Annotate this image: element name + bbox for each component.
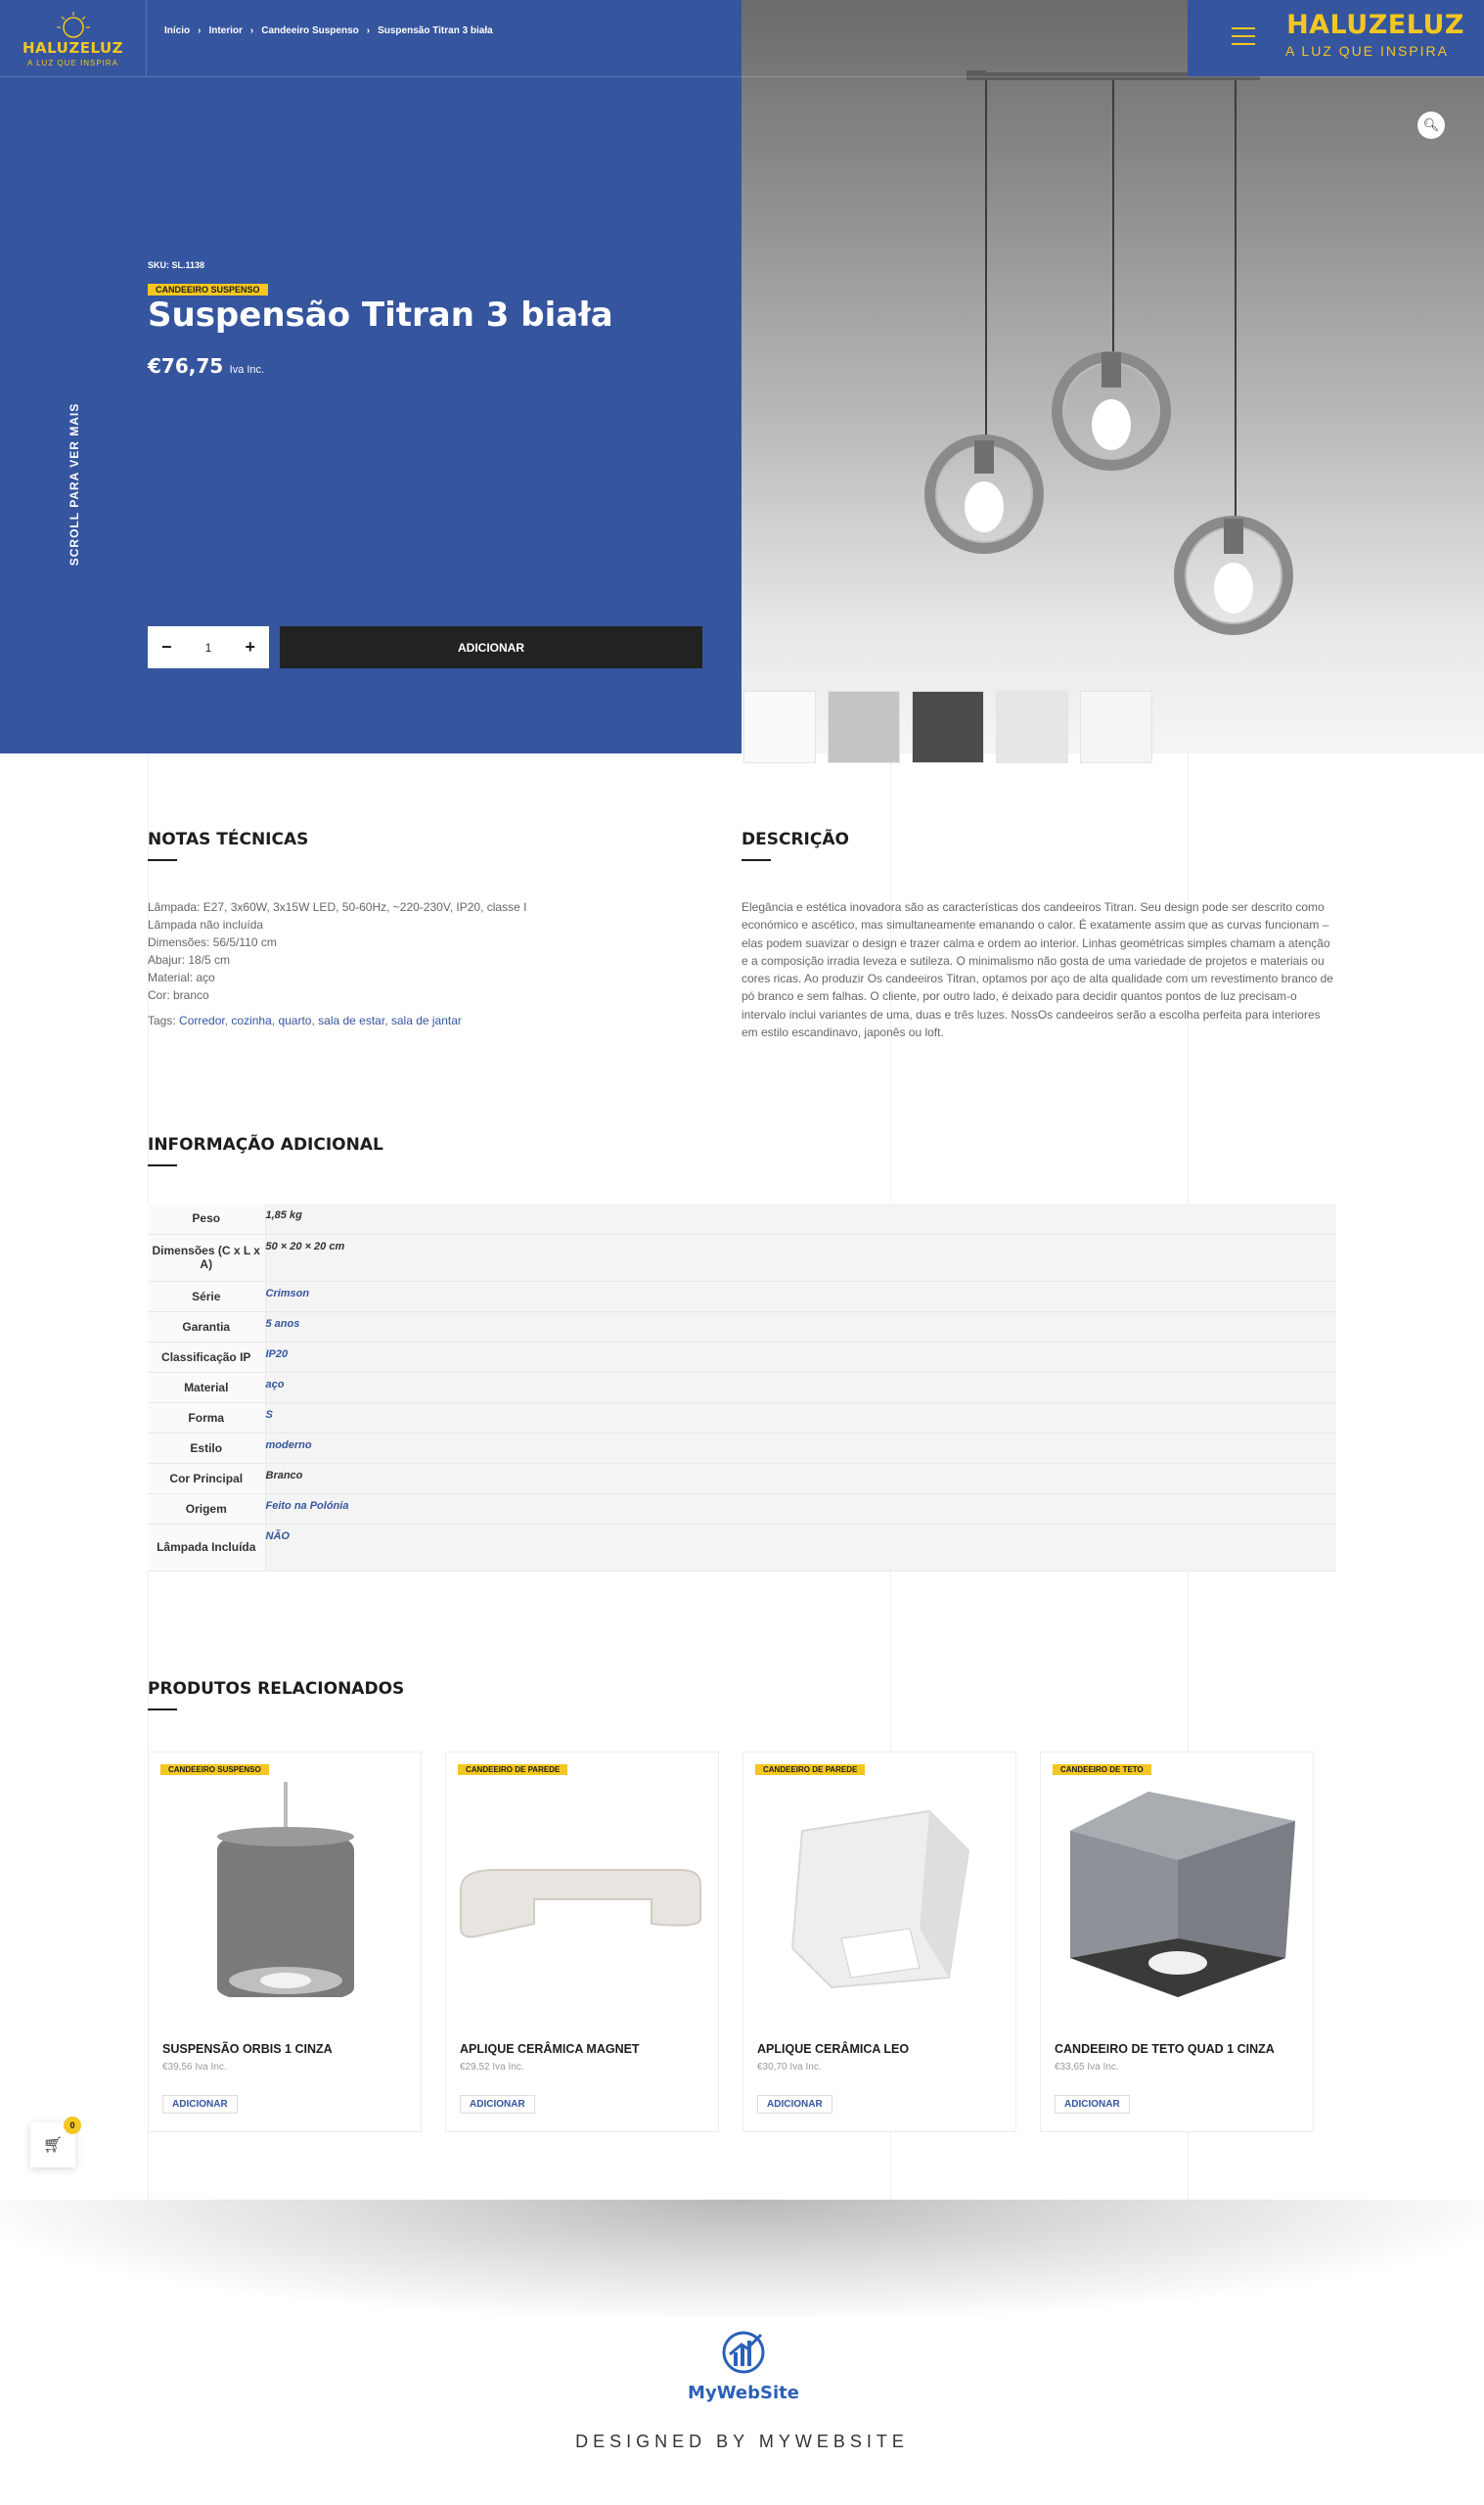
tag-link[interactable]: cozinha bbox=[231, 1014, 272, 1027]
info-key: Forma bbox=[148, 1402, 265, 1433]
tag-link[interactable]: quarto bbox=[278, 1014, 312, 1027]
breadcrumb-current: Suspensão Titran 3 biała bbox=[378, 25, 493, 36]
info-value-link[interactable]: S bbox=[265, 1402, 1336, 1433]
hamburger-icon[interactable] bbox=[1232, 27, 1255, 47]
mywebsite-logo-icon bbox=[718, 2329, 769, 2376]
logo-tagline: A LUZ QUE INSPIRA bbox=[26, 58, 119, 68]
footer-credit: DESIGNED BY MYWEBSITE bbox=[575, 2432, 909, 2451]
info-key: Garantia bbox=[148, 1311, 265, 1342]
card-price-value: €39,56 bbox=[162, 2062, 193, 2072]
card-price bbox=[1055, 2062, 1119, 2072]
site-logo[interactable] bbox=[0, 0, 147, 76]
price-value: €76,75 bbox=[148, 354, 224, 378]
card-price bbox=[757, 2062, 822, 2072]
info-value: 1,85 kg bbox=[265, 1204, 1336, 1234]
technical-notes bbox=[148, 898, 578, 1004]
product-thumbnail[interactable] bbox=[158, 1782, 413, 1997]
card-product-name[interactable]: CANDEEIRO DE TETO QUAD 1 CINZA bbox=[1055, 2042, 1275, 2056]
brand-header bbox=[1188, 0, 1484, 76]
logo-name: HALUZELUZ bbox=[22, 38, 124, 57]
thumbnail-4[interactable] bbox=[996, 691, 1068, 763]
cart-button[interactable] bbox=[30, 2122, 75, 2167]
note-line: Dimensões: 56/5/110 cm bbox=[148, 935, 277, 949]
product-image bbox=[742, 0, 1484, 753]
related-title: PRODUTOS RELACIONADOS bbox=[148, 1679, 405, 1699]
card-product-name[interactable]: APLIQUE CERÂMICA MAGNET bbox=[460, 2042, 640, 2056]
table-row bbox=[148, 1204, 1336, 1234]
chevron-right-icon: › bbox=[249, 25, 254, 36]
description-text: Elegância e estética inovadora são as características dos candeeiros Titran. Seu design pode ser descrito como económico e ascético, mas simultaneamente emanando o calor. É exatamente assim que as curvas funcionam – elas podem suavizar o design e trazer calma e ordem ao interior. Linhas geométricas simples chamam a atenção e a composição irradia leveza e sutileza. O minimalismo não gosta de uma variedade de projetos e materiais ou cores ricas. Ao produzir Os candeeiros Titran, optamos por aço de alta qualidade com um revestimento branco de pó branco e sem falhas. O cliente, por outro lado, é deixado para decidir quantos pontos de luz precisam-o intervalo inclui variantes de uma, duas e três luzes. NossOs candeeiros serão a escolha perfeita para interiores em estilo escandinavo, japonês ou loft. bbox=[742, 900, 1333, 1040]
card-price-value: €30,70 bbox=[757, 2062, 787, 2072]
info-key: Série bbox=[148, 1281, 265, 1311]
info-value-link[interactable]: aço bbox=[265, 1372, 1336, 1402]
footer-logo-name: MyWebSite bbox=[688, 2383, 799, 2403]
quantity-input[interactable]: 1 bbox=[204, 640, 212, 655]
product-card[interactable] bbox=[445, 1752, 719, 2132]
card-add-button[interactable]: ADICIONAR bbox=[757, 2095, 832, 2114]
related-products bbox=[148, 1752, 1314, 2132]
thumbnail-5[interactable] bbox=[1080, 691, 1152, 763]
info-value-link[interactable]: NÃO bbox=[265, 1524, 1336, 1571]
tags-label: Tags: bbox=[148, 1014, 176, 1027]
breadcrumb-interior[interactable]: Interior bbox=[208, 25, 243, 36]
scroll-hint: SCROLL PARA VER MAIS bbox=[67, 402, 81, 567]
info-title: INFORMAÇÃO ADICIONAL bbox=[148, 1135, 383, 1155]
table-row bbox=[148, 1372, 1336, 1402]
table-row bbox=[148, 1463, 1336, 1493]
product-sku: SKU: SL.1138 bbox=[148, 260, 205, 270]
table-row bbox=[148, 1281, 1336, 1311]
breadcrumb-home[interactable]: Início bbox=[164, 25, 191, 36]
table-row bbox=[148, 1524, 1336, 1571]
thumbnail-gallery bbox=[743, 691, 1152, 763]
brand-name[interactable]: HALUZELUZ bbox=[1286, 10, 1464, 40]
breadcrumb-category[interactable]: Candeeiro Suspenso bbox=[261, 25, 359, 36]
card-price-tax: Iva Inc. bbox=[195, 2062, 227, 2072]
thumbnail-1[interactable] bbox=[743, 691, 816, 763]
chevron-right-icon: › bbox=[366, 25, 371, 36]
card-category-badge: CANDEEIRO SUSPENSO bbox=[160, 1764, 269, 1775]
card-category-badge: CANDEEIRO DE PAREDE bbox=[755, 1764, 865, 1775]
table-row bbox=[148, 1433, 1336, 1463]
info-value-link[interactable]: 5 anos bbox=[265, 1311, 1336, 1342]
note-line: Cor: branco bbox=[148, 988, 209, 1002]
breadcrumb bbox=[164, 25, 493, 36]
note-line: Abajur: 18/5 cm bbox=[148, 953, 231, 967]
category-badge: CANDEEIRO SUSPENSO bbox=[148, 284, 268, 296]
product-thumbnail[interactable] bbox=[456, 1782, 710, 1997]
add-to-cart-button[interactable]: ADICIONAR bbox=[280, 626, 702, 668]
quantity-stepper bbox=[148, 626, 269, 668]
product-tags: Tags: Corredor, cozinha, quarto, sala de estar, sala de jantar bbox=[148, 1014, 462, 1027]
info-value-link[interactable]: Feito na Polónia bbox=[265, 1493, 1336, 1524]
card-category-badge: CANDEEIRO DE TETO bbox=[1053, 1764, 1151, 1775]
note-line: Lâmpada: E27, 3x60W, 3x15W LED, 50-60Hz, ~220-230V, IP20, classe I bbox=[148, 900, 527, 914]
info-value-link[interactable]: Crimson bbox=[265, 1281, 1336, 1311]
card-price-tax: Iva Inc. bbox=[789, 2062, 822, 2072]
footer-shadow bbox=[0, 2200, 1484, 2317]
increase-quantity-button[interactable]: + bbox=[245, 637, 255, 657]
product-card[interactable] bbox=[1040, 1752, 1314, 2132]
card-price-tax: Iva Inc. bbox=[1087, 2062, 1119, 2072]
product-price bbox=[148, 354, 264, 378]
topbar-divider bbox=[0, 76, 1484, 77]
info-key: Lâmpada Incluída bbox=[148, 1524, 265, 1571]
info-value: 50 × 20 × 20 cm bbox=[265, 1234, 1336, 1281]
card-add-button[interactable]: ADICIONAR bbox=[162, 2095, 238, 2114]
tag-link[interactable]: sala de jantar bbox=[390, 1014, 462, 1027]
thumbnail-3[interactable] bbox=[912, 691, 984, 763]
cart-count-badge: 0 bbox=[64, 2117, 81, 2134]
info-key: Cor Principal bbox=[148, 1463, 265, 1493]
card-product-name[interactable]: APLIQUE CERÂMICA LEO bbox=[757, 2042, 910, 2056]
card-add-button[interactable]: ADICIONAR bbox=[460, 2095, 535, 2114]
note-line: Material: aço bbox=[148, 971, 215, 984]
description-title: DESCRIÇÃO bbox=[742, 830, 849, 849]
note-line: Lâmpada não incluída bbox=[148, 918, 264, 932]
decrease-quantity-button[interactable]: − bbox=[161, 637, 172, 657]
info-value-link[interactable]: IP20 bbox=[265, 1342, 1336, 1372]
table-row bbox=[148, 1493, 1336, 1524]
chevron-right-icon: › bbox=[198, 25, 202, 36]
product-card[interactable] bbox=[742, 1752, 1016, 2132]
product-thumbnail[interactable] bbox=[1051, 1782, 1305, 1997]
table-row bbox=[148, 1311, 1336, 1342]
info-key: Peso bbox=[148, 1204, 265, 1234]
brand-tagline: A LUZ QUE INSPIRA bbox=[1284, 43, 1449, 59]
table-row bbox=[148, 1342, 1336, 1372]
info-value: Branco bbox=[265, 1463, 1336, 1493]
card-price-value: €33,65 bbox=[1055, 2062, 1085, 2072]
info-key: Classificação IP bbox=[148, 1342, 265, 1372]
sun-logo-icon bbox=[54, 10, 93, 39]
card-category-badge: CANDEEIRO DE PAREDE bbox=[458, 1764, 567, 1775]
info-key: Origem bbox=[148, 1493, 265, 1524]
tag-link[interactable]: Corredor bbox=[179, 1014, 225, 1027]
zoom-search-icon[interactable]: 🔍︎ bbox=[1417, 112, 1445, 139]
product-thumbnail[interactable] bbox=[753, 1782, 1008, 1997]
footer-logo[interactable] bbox=[685, 2329, 802, 2403]
card-price bbox=[460, 2062, 524, 2072]
product-title: Suspensão Titran 3 biała bbox=[148, 296, 613, 335]
pendant-lamp-illustration bbox=[742, 0, 1484, 753]
product-card[interactable] bbox=[148, 1752, 422, 2132]
notes-title: NOTAS TÉCNICAS bbox=[148, 830, 309, 849]
info-key: Estilo bbox=[148, 1433, 265, 1463]
additional-info-table bbox=[148, 1204, 1336, 1571]
card-add-button[interactable]: ADICIONAR bbox=[1055, 2095, 1130, 2114]
card-price-value: €29,52 bbox=[460, 2062, 490, 2072]
price-tax-label: Iva Inc. bbox=[229, 364, 265, 376]
card-price-tax: Iva Inc. bbox=[492, 2062, 524, 2072]
card-price bbox=[162, 2062, 227, 2072]
cart-icon: 🛒︎ bbox=[42, 2137, 64, 2154]
card-product-name[interactable]: SUSPENSÃO ORBIS 1 CINZA bbox=[162, 2042, 333, 2056]
table-row bbox=[148, 1402, 1336, 1433]
table-row bbox=[148, 1234, 1336, 1281]
info-value-link[interactable]: moderno bbox=[265, 1433, 1336, 1463]
info-key: Dimensões (C x L x A) bbox=[148, 1234, 265, 1281]
tag-link[interactable]: sala de estar bbox=[318, 1014, 385, 1027]
thumbnail-2[interactable] bbox=[828, 691, 900, 763]
info-key: Material bbox=[148, 1372, 265, 1402]
